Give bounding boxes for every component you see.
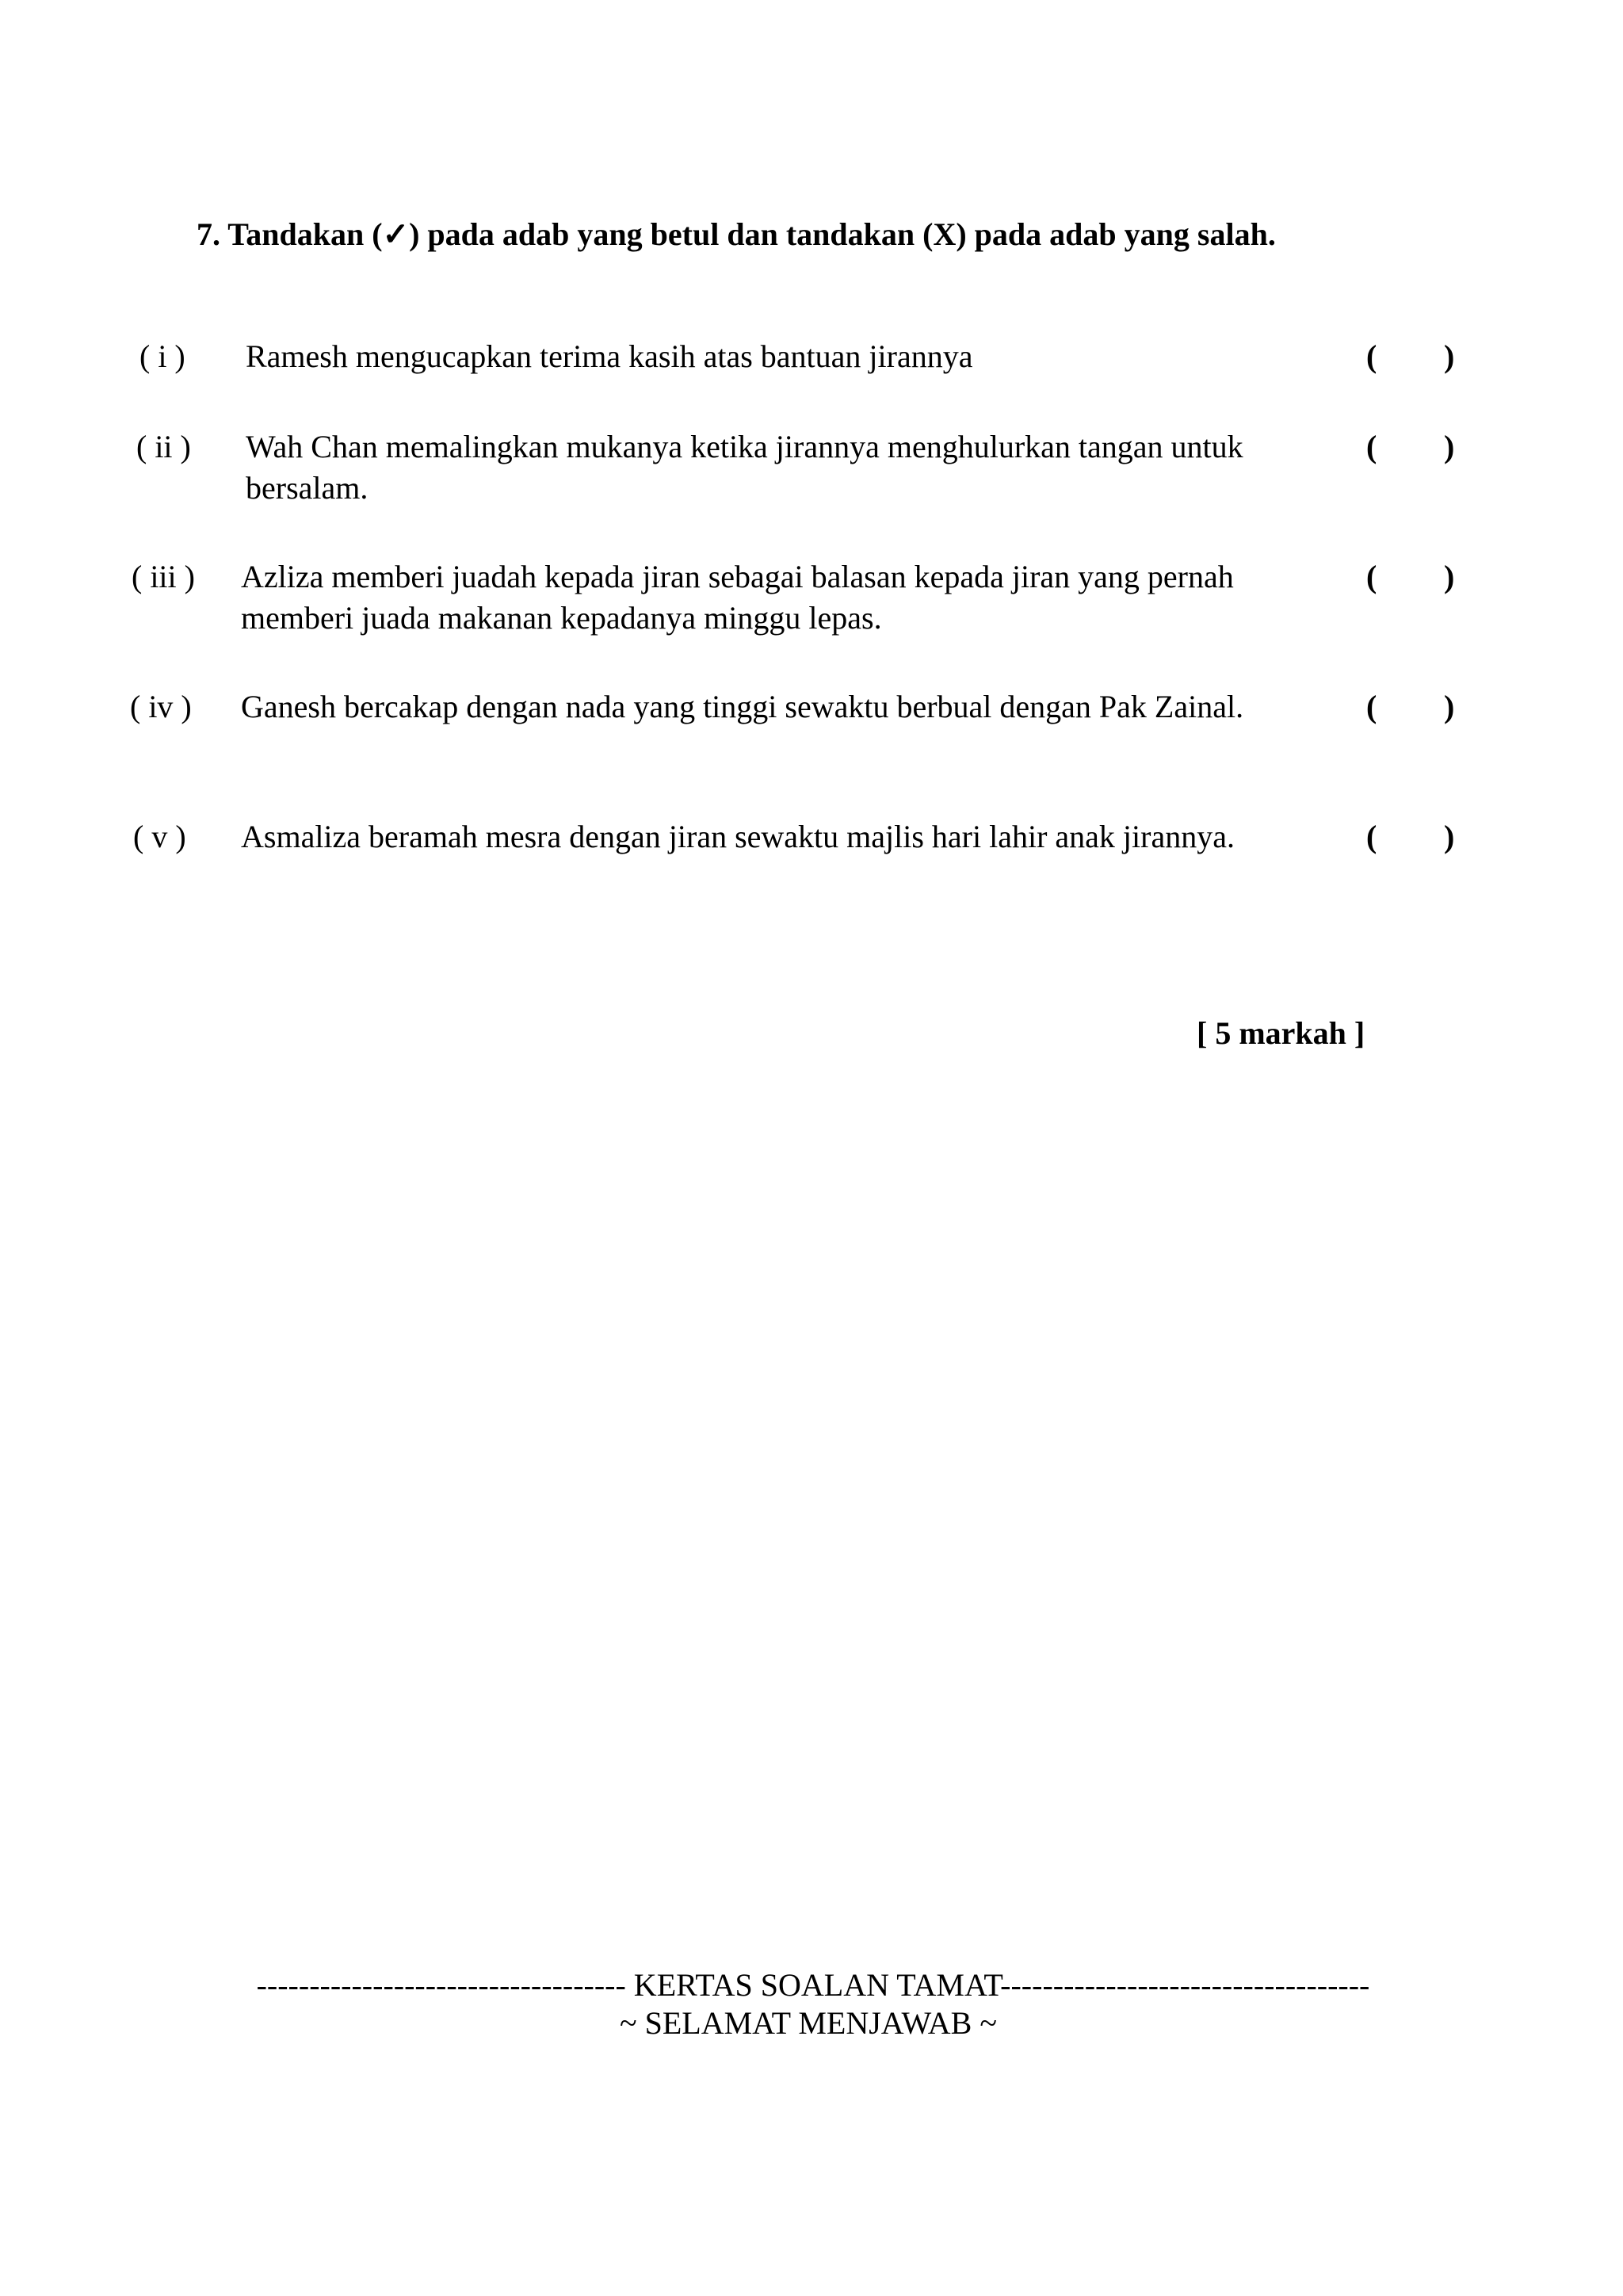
good-luck-line: ~ SELAMAT MENJAWAB ~ xyxy=(619,2005,998,2041)
item-number: ( v ) xyxy=(133,819,186,854)
item-number: ( ii ) xyxy=(136,429,191,464)
answer-bracket-open[interactable]: ( xyxy=(1366,338,1377,374)
item-statement-line: Asmaliza beramah mesra dengan jiran sewaktu majlis hari lahir anak jirannya. xyxy=(241,819,1235,854)
answer-bracket-close[interactable]: ) xyxy=(1444,559,1455,594)
item-statement-line: bersalam. xyxy=(246,470,369,506)
item-statement xyxy=(241,816,1366,858)
item-statement-line: Wah Chan memalingkan mukanya ketika jirannya menghulurkan tangan untuk xyxy=(246,429,1243,464)
item-number: ( iii ) xyxy=(132,559,195,594)
answer-bracket-open[interactable]: ( xyxy=(1366,559,1377,594)
item-statement xyxy=(241,556,1366,639)
marks-label: [ 5 markah ] xyxy=(1197,1015,1365,1051)
end-of-paper-line: ----------------------------------- KERTAS SOALAN TAMAT----------------------------------- xyxy=(256,1967,1370,2003)
answer-bracket-open[interactable]: ( xyxy=(1366,429,1377,464)
item-statement xyxy=(246,426,1371,509)
item-statement-line: Azliza memberi juadah kepada jiran sebagai balasan kepada jiran yang pernah xyxy=(241,559,1234,594)
item-number: ( iv ) xyxy=(130,689,192,724)
answer-bracket-close[interactable]: ) xyxy=(1444,819,1455,854)
item-statement xyxy=(246,336,1371,377)
answer-bracket-open[interactable]: ( xyxy=(1366,819,1377,854)
answer-bracket-open[interactable]: ( xyxy=(1366,689,1377,724)
answer-bracket-close[interactable]: ) xyxy=(1444,689,1455,724)
answer-bracket-close[interactable]: ) xyxy=(1444,338,1455,374)
item-statement-line: Ganesh bercakap dengan nada yang tinggi sewaktu berbual dengan Pak Zainal. xyxy=(241,689,1244,724)
answer-bracket-close[interactable]: ) xyxy=(1444,429,1455,464)
item-statement-line: Ramesh mengucapkan terima kasih atas bantuan jirannya xyxy=(246,338,973,374)
item-statement xyxy=(241,686,1366,728)
item-statement-line: memberi juada makanan kepadanya minggu lepas. xyxy=(241,600,882,636)
question-title: 7. Tandakan (✓) pada adab yang betul dan tandakan (X) pada adab yang salah. xyxy=(197,216,1276,252)
item-number: ( i ) xyxy=(139,338,185,374)
